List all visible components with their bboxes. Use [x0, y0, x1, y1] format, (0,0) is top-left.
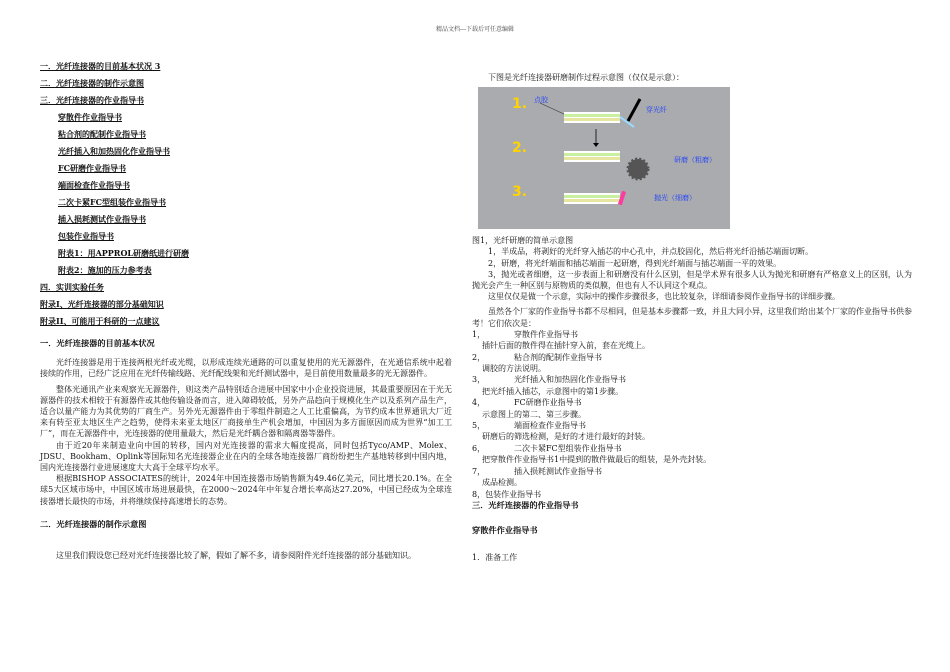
glue-label: 点胶: [534, 96, 548, 105]
toc-link[interactable]: 包装作业指导书: [58, 231, 114, 241]
note-paragraph: 这里仅仅是做一个示意，实际中的操作步骤很多，也比较复杂，详细请参阅作业指导书的详细步骤。: [488, 292, 840, 302]
toc-link[interactable]: 附表2：施加的压力参考表: [58, 265, 152, 275]
figure-step: 2，研磨，将光纤端面和插芯端面一起研磨，得到光纤端面与插芯端面一平的效果。: [488, 258, 782, 268]
procedure-title: FC研磨作业指导书: [514, 398, 582, 408]
procedure-description: 成品检测。: [482, 478, 522, 488]
step-number: 1.: [512, 96, 528, 113]
procedure-description: 调胶的方法说明。: [482, 364, 546, 374]
procedure-item: [472, 374, 912, 385]
procedure-item: [472, 466, 912, 477]
procedure-description: 示意图上的第二、第三步骤。: [482, 409, 586, 419]
toc-link[interactable]: 光纤插入和加热固化作业指导书: [58, 146, 170, 156]
procedure-description: 把穿散件作业指导书1中提到的散件做最后的组装，是外壳封装。: [482, 455, 712, 465]
procedure-item: 8，包装作业指导书: [472, 489, 542, 499]
toc-link[interactable]: 附录I、光纤连接器的部分基础知识: [40, 299, 164, 309]
section2-paragraph: 下图是光纤连接器研磨制作过程示意图（仅仅是示意）：: [488, 73, 684, 82]
coarse-grind-label: 研磨（粗磨）: [674, 156, 716, 165]
section2-title: 二．光纤连接器的制作示意图: [40, 518, 147, 529]
step-number: 2.: [512, 140, 528, 157]
toc-link[interactable]: 粘合剂的配制作业指导书: [58, 129, 146, 139]
toc-link[interactable]: 附表1：用APPROL研磨纸进行研磨: [58, 248, 190, 258]
section1-paragraph: 光纤连接器是用于连接两根光纤或光缆，以形成连续光通路的可以重复使用的光无源器件，在光通信系统中起着接续的作用，已经广泛应用在光纤传输线路、光纤配线架和光纤测试器中，是目前使用数量最多的光无源器件。: [40, 358, 452, 379]
procedure-description: 把光纤插入插芯，示意图中的第1步骤。: [482, 386, 624, 396]
right-column: [472, 72, 912, 564]
fine-polish-label: 抛光（细磨）: [654, 194, 696, 203]
procedure-title: 粘合剂的配制作业指导书: [514, 352, 602, 362]
toc-link[interactable]: 穿散件作业指导书: [58, 112, 122, 122]
procedure-description: 插针后面的散件得在插针穿入前，套在光缆上。: [482, 341, 650, 351]
figure-step: 1，半成品，将剥好的光纤穿入插芯的中心孔中，并点胶固化，然后将光纤沿插芯端面切断。: [488, 247, 814, 257]
procedure-title: 插入损耗测试作业指导书: [514, 466, 602, 476]
toc-link[interactable]: 插入损耗测试作业指导书: [58, 214, 146, 224]
toc-link[interactable]: 二．光纤连接器的制作示意图: [40, 78, 144, 88]
fiber-label: 穿光纤: [646, 106, 667, 115]
procedure-number: 5，: [472, 421, 486, 431]
procedure-item: [472, 420, 912, 431]
toc-link[interactable]: 四．实训实验任务: [40, 282, 104, 292]
toc-link[interactable]: FC研磨作业指导书: [58, 163, 127, 173]
procedure-number: 7，: [472, 466, 486, 476]
section1-paragraph: 根据BISHOP ASSOCIATES的统计，2024年中国连接器市场销售额为49.46亿美元，同比增长20.1%。在全球5大区域市场中，中国区域市场进展最快，在2000～2024年中年复合增长率高达27.20%，中国已经成为全球连接器增长最快的市场，并将继续保持高速增长的态势。: [40, 474, 452, 506]
procedure-number: 3，: [472, 375, 486, 385]
procedure-description: 研磨后的筛选检测，是好的才进行最好的封装。: [482, 432, 650, 442]
procedure-item: [472, 329, 912, 340]
table-of-contents: [40, 58, 452, 330]
section1-title: 一．光纤连接器的目前基本状况: [40, 338, 155, 348]
toc-link[interactable]: 三．光纤连接器的作业指导书: [40, 95, 144, 105]
section1-paragraph: 整体光通讯产业来观察光无源器件，则这类产品特别适合进展中国家中小企业投资进展，其最重要原因在于光无源器件的技术相较于有源器件或其他传输设备而言，进入障碍较低，另外产品趋向于规模化生产以及系列产品生产，适合以量产能力为其优势的厂商生产。另外光无源器件由于零组件制造之人工比重偏高，为节约成本世界通讯大厂近来有转至亚太地区生产之趋势，使得未来亚太地区厂商接单生产机会增加，中国因为多方面原因而成为世界“加工工厂”，而在无源器件中，光连接器的使用量最大，然后是光纤耦合器和隔离器等器件。: [40, 384, 452, 439]
subsection-title: 穿散件作业指导书: [472, 525, 538, 536]
procedure-title: 端面检查作业指导书: [514, 421, 586, 431]
diagram-drawing: [478, 87, 730, 229]
toc-link[interactable]: 端面检查作业指导书: [58, 180, 130, 190]
note-paragraph: 虽然各个厂家的作业指导书都不尽相同，但是基本步骤都一致，并且大同小异，这里我们给出某个厂家的作业指导书供参考！它们依次是：: [472, 307, 912, 328]
section3-title: 三．光纤连接器的作业指导书: [472, 499, 579, 510]
figure-steps: [472, 246, 912, 291]
procedure-title: 光纤插入和加热固化作业指导书: [514, 375, 626, 385]
procedure-number: 4，: [472, 398, 486, 408]
procedure-item: [472, 352, 912, 363]
page-header: 精品文档---下载后可任意编辑: [435, 26, 515, 33]
section2-paragraph: 这里我们假设您已经对光纤连接器比较了解，假如了解不多，请参阅附件光纤连接器的部分基础知识。: [56, 551, 416, 561]
procedure-title: 穿散件作业指导书: [514, 329, 578, 339]
toc-link[interactable]: 二次卡紧FC型组装作业指导书: [58, 197, 167, 207]
procedure-number: 2，: [472, 352, 486, 362]
procedure-item: [472, 443, 912, 454]
section1-paragraph: 由于近20年来制造业向中国的转移，国内对光连接器的需求大幅度提高，同时包括Tyco/AMP、Molex、JDSU、Bookham、Oplink等国际知名光连接器企业在内的全球各地连接器厂商纷纷把生产基地转移到中国内地，国内光连接器行业进展速度大大高于全球平均水平。: [40, 440, 452, 473]
grinding-diagram: [478, 87, 730, 229]
procedure-item: [472, 397, 912, 408]
procedure-list: [472, 329, 912, 489]
procedure-number: 1，: [472, 329, 486, 339]
procedure-title: 二次卡紧FC型组装作业指导书: [514, 443, 622, 453]
toc-link[interactable]: 附录II、可能用于科研的一点建议: [40, 316, 160, 326]
preparation-heading: 1．准备工作: [472, 553, 518, 563]
left-column: [40, 58, 452, 561]
toc-link[interactable]: 一．光纤连接器的目前基本状况 3: [40, 61, 161, 71]
figure-caption: 图1，光纤研磨的简单示意图: [472, 236, 574, 246]
procedure-number: 6，: [472, 443, 486, 453]
step-number: 3.: [512, 184, 528, 201]
figure-step: 3，抛光或者细磨，这一步表面上和研磨没有什么区别，但是学术界有很多人认为抛光和研磨有严格意义上的区别，认为抛光会产生一种区别与原物质的类似膜，但也有人不认同这个观点。: [472, 269, 912, 291]
